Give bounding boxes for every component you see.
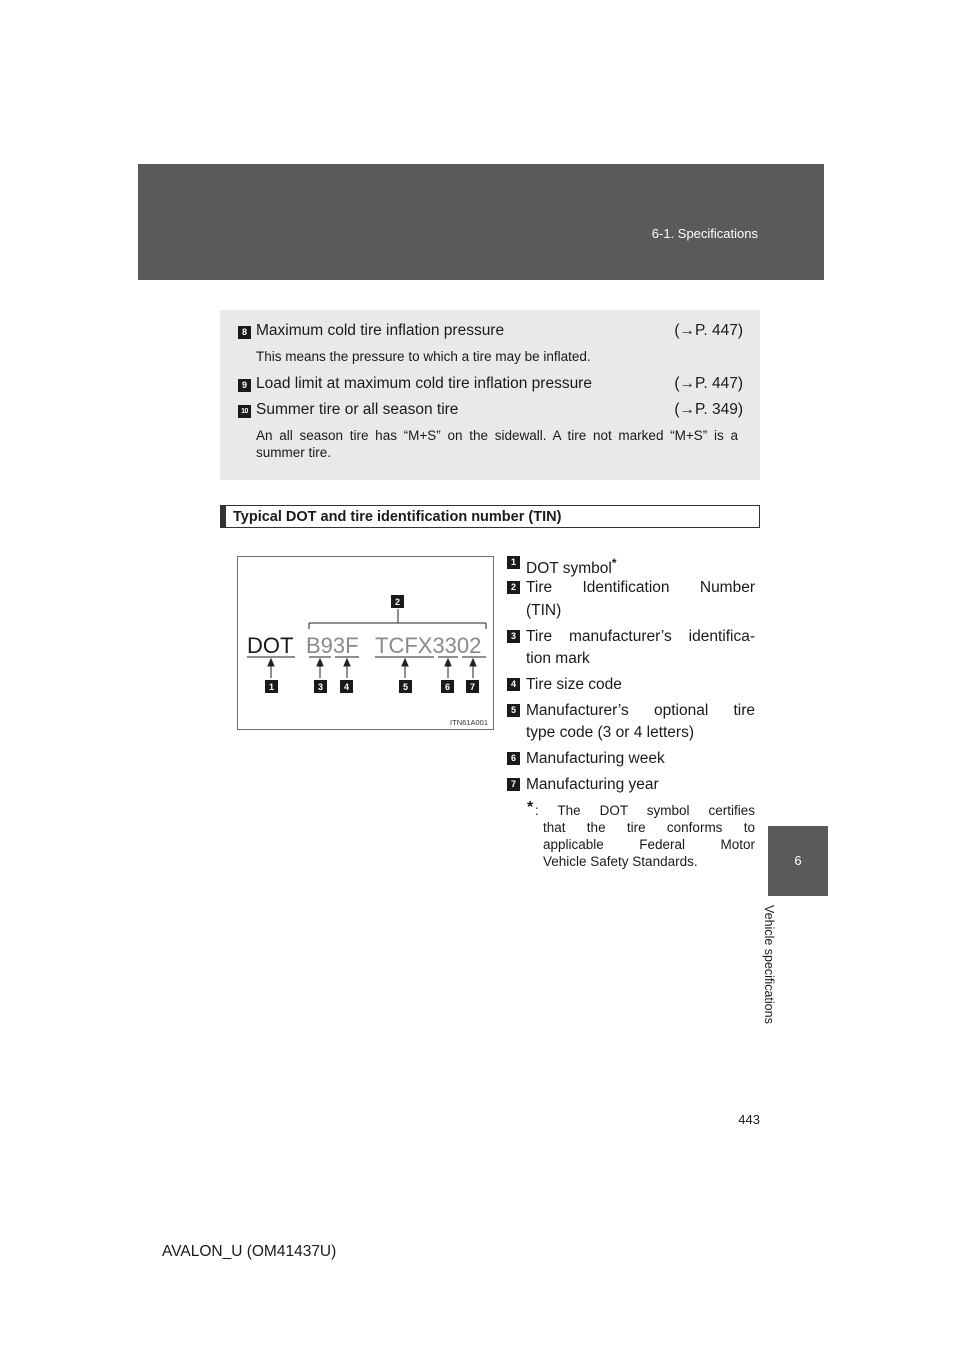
b93f-text: B93F bbox=[306, 633, 359, 658]
section-heading bbox=[220, 505, 760, 528]
footnote-line: applicable Federal Motor bbox=[543, 837, 755, 852]
figure-code: ITN61A001 bbox=[450, 718, 488, 727]
marker-2: 2 bbox=[507, 581, 520, 594]
diagram-marker-7-label: 7 bbox=[469, 682, 476, 692]
diagram-marker-5-label: 5 bbox=[402, 682, 409, 692]
info-item-text: Load limit at maximum cold tire inflation pressure bbox=[256, 375, 592, 392]
legend-item-text: Tire size code bbox=[526, 676, 622, 693]
marker-7: 7 bbox=[507, 778, 520, 791]
marker-5: 5 bbox=[507, 704, 520, 717]
diagram-marker-6-label: 6 bbox=[444, 682, 451, 692]
chapter-label-text: Vehicle specifications bbox=[762, 905, 776, 1024]
marker-9: 9 bbox=[238, 379, 251, 392]
info-item-text: Maximum cold tire inflation pressure bbox=[256, 322, 505, 339]
legend-item-text: DOT symbol* bbox=[526, 556, 617, 578]
legend-item-text-line2: tion mark bbox=[526, 650, 590, 667]
arrows bbox=[268, 659, 476, 678]
page-reference-link[interactable]: (→P. 447) bbox=[674, 375, 743, 392]
legend-item-text-line2: type code (3 or 4 letters) bbox=[526, 724, 694, 741]
legend-item-text-line1: Tire manufacturer’s identifica- bbox=[526, 628, 755, 645]
diagram-marker-4-label: 4 bbox=[343, 682, 350, 692]
marker-4: 4 bbox=[507, 678, 520, 691]
info-box bbox=[220, 310, 760, 480]
chapter-label bbox=[762, 905, 794, 1045]
tin-diagram bbox=[237, 556, 494, 730]
info-item-note: An all season tire has “M+S” on the sidewall. A tire not marked “M+S” is a summer tire. bbox=[256, 428, 738, 460]
chapter-tab[interactable]: 6 bbox=[768, 826, 828, 896]
tcfx-text: TCFX3302 bbox=[375, 633, 482, 658]
footnote-asterisk: * bbox=[527, 799, 534, 816]
footnote-line: : The DOT symbol certifies bbox=[535, 803, 755, 818]
tin-diagram-svg bbox=[238, 557, 495, 731]
legend-item-text: Manufacturing year bbox=[526, 776, 659, 793]
page-reference-link[interactable]: (→P. 447) bbox=[674, 322, 743, 339]
legend-item-text: Manufacturing week bbox=[526, 750, 665, 767]
dot-text: DOT bbox=[247, 633, 294, 658]
header-bar bbox=[138, 164, 824, 280]
page-reference-link[interactable]: (→P. 349) bbox=[674, 401, 743, 418]
marker-1: 1 bbox=[507, 556, 520, 569]
diagram-marker-2-label: 2 bbox=[394, 597, 401, 607]
marker-6: 6 bbox=[507, 752, 520, 765]
diagram-marker-1-label: 1 bbox=[268, 682, 275, 692]
manual-code: AVALON_U (OM41437U) bbox=[162, 1243, 337, 1260]
legend-item-text-line1: Manufacturer’s optional tire bbox=[526, 702, 755, 719]
marker-10: 10 bbox=[238, 405, 251, 418]
marker-8: 8 bbox=[238, 326, 251, 339]
section-breadcrumb: 6-1. Specifications bbox=[651, 226, 758, 241]
marker-3: 3 bbox=[507, 630, 520, 643]
info-item-text: Summer tire or all season tire bbox=[256, 401, 459, 418]
legend-item-text-line2: (TIN) bbox=[526, 602, 562, 619]
page-number: 443 bbox=[738, 1112, 760, 1127]
footnote-line: Vehicle Safety Standards. bbox=[543, 854, 698, 869]
info-item-note: This means the pressure to which a tire may be inflated. bbox=[256, 349, 591, 364]
heading-accent-bar bbox=[221, 506, 226, 527]
diagram-marker-3-label: 3 bbox=[317, 682, 324, 692]
footnote-line: that the tire conforms to bbox=[543, 820, 755, 835]
legend-item-text-line1: Tire Identification Number bbox=[526, 579, 755, 596]
section-title: Typical DOT and tire identification number (TIN) bbox=[233, 509, 562, 525]
